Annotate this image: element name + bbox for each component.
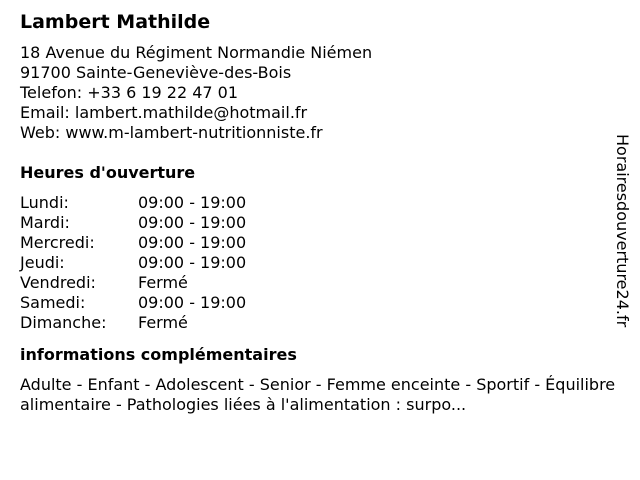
day-hours: 09:00 - 19:00 bbox=[138, 253, 247, 272]
additional-info-text: Adulte - Enfant - Adolescent - Senior - Femme enceinte - Sportif - Équilibre alimentaire - Pathologies liées à l'alimentation : surpo... bbox=[20, 375, 616, 414]
day-label: Mardi: bbox=[20, 213, 70, 232]
opening-hours-table bbox=[20, 193, 620, 333]
opening-hours-title: Heures d'ouverture bbox=[20, 163, 196, 182]
business-card bbox=[20, 10, 620, 415]
phone-number: Telefon: +33 6 19 22 47 01 bbox=[20, 83, 239, 102]
address-street: 18 Avenue du Régiment Normandie Niémen bbox=[20, 43, 373, 62]
business-name: Lambert Mathilde bbox=[20, 11, 211, 33]
hours-row-tuesday bbox=[20, 213, 620, 233]
hours-row-wednesday bbox=[20, 233, 620, 253]
day-label: Jeudi: bbox=[20, 253, 65, 272]
website: Web: www.m-lambert-nutritionniste.fr bbox=[20, 123, 323, 142]
day-label: Lundi: bbox=[20, 193, 69, 212]
hours-row-sunday bbox=[20, 313, 620, 333]
day-label: Dimanche: bbox=[20, 313, 107, 332]
day-hours: 09:00 - 19:00 bbox=[138, 193, 247, 212]
address-city: 91700 Sainte-Geneviève-des-Bois bbox=[20, 63, 292, 82]
hours-row-friday bbox=[20, 273, 620, 293]
day-hours: Fermé bbox=[138, 273, 188, 292]
day-hours: Fermé bbox=[138, 313, 188, 332]
day-label: Mercredi: bbox=[20, 233, 95, 252]
hours-row-saturday bbox=[20, 293, 620, 313]
hours-row-monday bbox=[20, 193, 620, 213]
day-hours: 09:00 - 19:00 bbox=[138, 213, 247, 232]
additional-info-title: informations complémentaires bbox=[20, 345, 297, 364]
site-watermark: Horairesdouverture24.fr bbox=[613, 134, 632, 328]
day-label: Samedi: bbox=[20, 293, 86, 312]
day-hours: 09:00 - 19:00 bbox=[138, 293, 247, 312]
day-hours: 09:00 - 19:00 bbox=[138, 233, 247, 252]
hours-row-thursday bbox=[20, 253, 620, 273]
contact-details bbox=[20, 43, 620, 143]
day-label: Vendredi: bbox=[20, 273, 96, 292]
email-address: Email: lambert.mathilde@hotmail.fr bbox=[20, 103, 308, 122]
